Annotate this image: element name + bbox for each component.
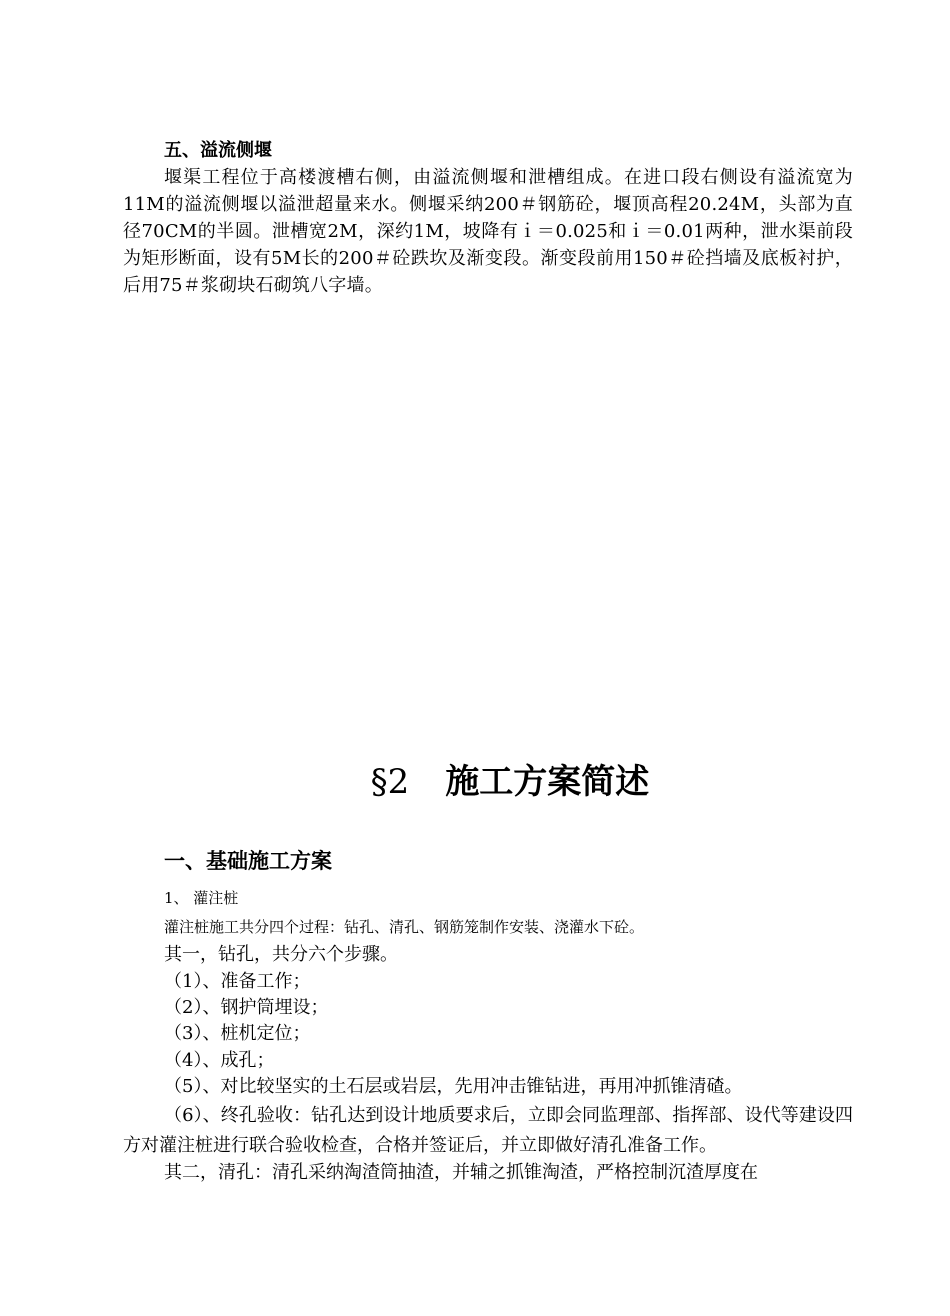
section-five-heading: 五、溢流侧堰: [164, 140, 272, 161]
section-five-paragraph: 堰渠工程位于高楼渡槽右侧，由溢流侧堰和泄槽组成。在进口段右侧设有溢流宽为11M的溢流侧堰以溢泄超量来水。侧堰采纳200＃钢筋砼，堰顶高程20.24M，头部为直径70CM的半圆。泄槽宽2M，深约1M，坡降有ｉ＝0.025和ｉ＝0.01两种，泄水渠前段为矩形断面，设有5M长的200＃砼跌坎及渐变段。渐变段前用150＃砼挡墙及底板衬护，后用75＃浆砌块石砌筑八字墙。: [123, 167, 853, 296]
substep-3: （3）、桩机定位；: [164, 1023, 311, 1044]
step-one: 其一，钻孔，共分六个步骤。: [164, 944, 398, 965]
step-two: 其二，清孔：清孔采纳淘渣筒抽渣，并辅之抓锥淘渣，严格控制沉渣厚度在: [164, 1162, 758, 1183]
intro-text: 灌注桩施工共分四个过程：钻孔、清孔、钢筋笼制作安装、浇灌水下砼。: [164, 918, 645, 936]
section-one-heading: 一、基础施工方案: [164, 848, 332, 873]
substep-1: （1）、准备工作；: [164, 971, 311, 992]
chapter-title-text: 施工方案简述: [445, 762, 650, 802]
substep-6: （6）、终孔验收：钻孔达到设计地质要求后，立即会同监理部、指挥部、设代等建设四方对灌注桩进行联合验收检查，合格并签证后，并立即做好清孔准备工作。: [123, 1105, 853, 1156]
chapter-title: [0, 758, 950, 806]
substep-5: （5）、对比较坚实的土石层或岩层，先用冲击锥钻进，再用冲抓锥清碴。: [164, 1076, 743, 1097]
substep-2: （2）、钢护筒埋设；: [164, 997, 329, 1018]
item-title: 1、 灌注桩: [164, 889, 239, 907]
chapter-number: §2: [370, 762, 410, 802]
substep-4: （4）、成孔；: [164, 1050, 275, 1071]
